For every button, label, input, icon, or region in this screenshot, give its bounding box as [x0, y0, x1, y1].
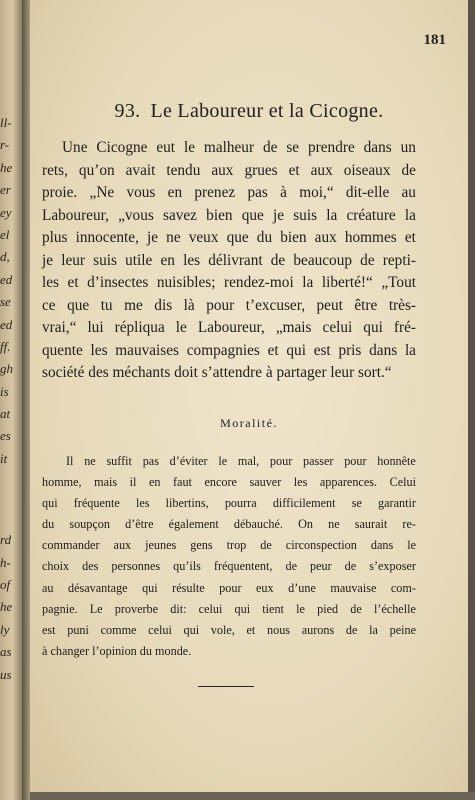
fragment: he	[0, 599, 13, 615]
fragment: rd	[0, 532, 12, 548]
text-line: Laboureur, „vous savez bien que je suis la créature la	[42, 206, 416, 224]
moral-line: commander aux jeunes gens trop de circonspection dans le	[42, 538, 416, 553]
fragment: se	[0, 294, 11, 310]
moral-line: est puni comme celui qui vole, et nous aurons de la peine	[42, 622, 416, 637]
fragment: as	[0, 644, 12, 660]
facing-page-edge	[0, 0, 22, 800]
text-line: rets, qu’on avait tendu aux grues et aux oiseaux de	[42, 161, 416, 179]
text-line: ce que tu me dis là pour t’excuser, peut être très-	[42, 296, 416, 314]
book-gutter	[22, 0, 30, 800]
fragment: it	[0, 450, 8, 466]
moral-line: du soupçon d’être également débauché. On ne saurait re-	[42, 517, 416, 532]
fable-body	[42, 137, 416, 385]
fragment: ff.	[0, 338, 11, 354]
facing-page-fragments	[0, 112, 22, 686]
moral-line: à changer l’opinion du monde.	[42, 643, 192, 658]
fragment: el	[0, 226, 10, 242]
text-line: plus innocente, je ne veux que du bien aux hommes et	[42, 229, 416, 246]
fable-number: 93.	[114, 100, 141, 122]
moral-heading: Moralité.	[220, 416, 278, 430]
fragment: is	[0, 383, 9, 399]
fragment: at	[0, 406, 11, 422]
text-line: quente les mauvaises compagnies et qui est pris dans la	[42, 341, 416, 359]
page-number: 181	[423, 32, 446, 48]
text-line: je leur suis utile en les délivrant de beaucoup de repti-	[42, 251, 416, 269]
fragment: r-	[0, 137, 10, 153]
fragment: gh	[0, 361, 13, 377]
text-line: société des méchants doit s’attendre à partager leur sort.“	[42, 364, 392, 381]
text-line: Une Cicogne eut le malheur de se prendre dans un	[62, 139, 416, 156]
text-line: vrai,“ lui répliqua le Laboureur, „mais celui qui fré-	[42, 319, 416, 336]
book-page	[30, 0, 468, 792]
fragment: he	[0, 159, 13, 175]
fragment: ed	[0, 271, 13, 287]
fable-title	[30, 100, 468, 123]
moral-line: Il ne suffit pas d’éviter le mal, pour passer pour honnête	[66, 454, 416, 468]
fragment: ey	[0, 204, 12, 220]
fragment: ly	[0, 621, 10, 637]
fragment-gap	[0, 470, 22, 529]
fragment: es	[0, 428, 11, 444]
moral-line: choix des personnes qu’ils fréquentent, de peur de s’exposer	[42, 559, 416, 574]
moral-line: homme, mais il en faut encore sauver les apparences. Celui	[42, 475, 416, 490]
fragment: us	[0, 666, 12, 682]
fragment: h-	[0, 554, 11, 570]
text-line: proie. „Ne vous en prenez pas à moi,“ dit-elle au	[42, 184, 416, 201]
moral-body	[42, 451, 416, 662]
fable-title-text: Le Laboureur et la Cicogne.	[150, 100, 384, 122]
fragment: er	[0, 182, 11, 198]
text-line: les et d’insectes nuisibles; rendez-moi la liberté!“ „Tout	[42, 274, 416, 291]
page-right-edge	[468, 0, 475, 800]
moral-line: qui fréquente les libertins, pourra difficilement se garantir	[42, 496, 416, 511]
moral-line: pagnie. Le proverbe dit: celui qui tient le pied de l’échelle	[42, 601, 416, 616]
fragment: of	[0, 577, 11, 593]
page-bottom-edge	[30, 792, 475, 800]
fragment: ll-	[0, 115, 12, 130]
fragment: d,	[0, 249, 10, 265]
end-rule-divider	[198, 686, 254, 687]
moral-line: au désavantage qui résulte pour eux d’une mauvaise com-	[42, 580, 416, 595]
fragment: ed	[0, 316, 13, 332]
